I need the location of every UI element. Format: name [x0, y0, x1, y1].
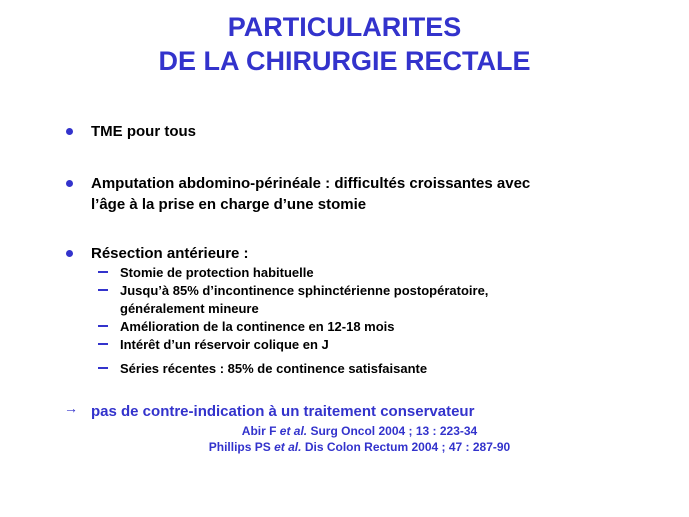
sub-item-text: Séries récentes : 85% de continence satisfaisante — [120, 361, 428, 376]
reference-author: Phillips PS — [208, 440, 275, 454]
arrow-right-icon: → — [64, 400, 78, 416]
conclusion-text: pas de contre-indication à un traitement conservateur — [91, 403, 475, 420]
sub-item-text: Jusqu’à 85% d’incontinence sphinctérienne postopératoire, — [120, 283, 489, 298]
bullet-text: Résection antérieure : — [91, 245, 249, 262]
slide-title — [0, 10, 689, 78]
sub-item-text: Intérêt d’un réservoir colique en J — [120, 337, 329, 352]
reference-etal: et al. — [279, 424, 308, 438]
title-line-1: PARTICULARITES — [227, 12, 462, 42]
dash-marker — [98, 343, 108, 345]
bullet-text: TME pour tous — [91, 123, 196, 140]
reference-2 — [0, 439, 689, 455]
bullet-text: Amputation abdomino-périnéale : difficultés croissantes avec — [91, 175, 531, 192]
reference-1 — [0, 423, 689, 439]
reference-source: Dis Colon Rectum 2004 ; 47 : 287-90 — [301, 440, 511, 454]
dash-marker — [98, 367, 108, 369]
title-line-2: DE LA CHIRURGIE RECTALE — [158, 46, 531, 76]
dash-marker — [98, 271, 108, 273]
reference-author: Abir F — [241, 424, 280, 438]
dash-marker — [98, 325, 108, 327]
dash-marker — [98, 289, 108, 291]
reference-source: Surg Oncol 2004 ; 13 : 223-34 — [307, 424, 478, 438]
bullet-dot — [66, 250, 73, 257]
bullet-text: l’âge à la prise en charge d’une stomie — [91, 196, 367, 213]
bullet-dot — [66, 128, 73, 135]
sub-item-text: généralement mineure — [120, 301, 259, 316]
bullet-dot — [66, 180, 73, 187]
sub-item-text: Amélioration de la continence en 12-18 mois — [120, 319, 395, 334]
sub-item-text: Stomie de protection habituelle — [120, 265, 314, 280]
reference-etal: et al. — [274, 440, 302, 454]
